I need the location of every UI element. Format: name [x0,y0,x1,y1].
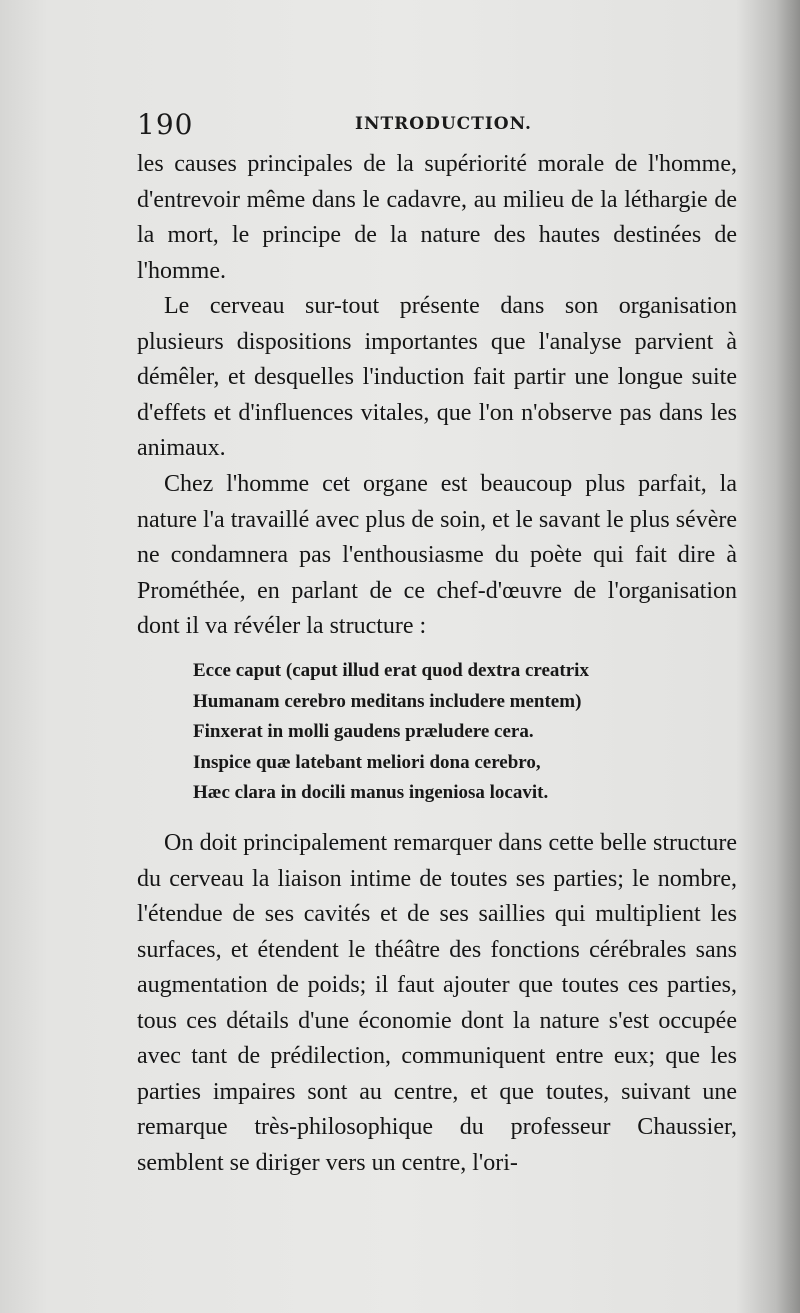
verse-line: Hæc clara in docili manus ingeniosa locavit. [193,782,549,803]
paragraph-3: Chez l'homme cet organe est beaucoup plus parfait, la nature l'a travaillé avec plus de soin, et le savant le plus sévère ne condamnera pas l'enthousiasme du poète qui fait dire à Prométhée, en parlant de ce chef-d'œuvre de l'organisation dont il va révéler la structure : [137,471,737,639]
verse-line: Finxerat in molli gaudens præludere cera. [193,721,534,742]
verse-line: Ecce caput (caput illud erat quod dextra creatrix [193,660,589,681]
latin-verse-quote [193,656,713,809]
paragraph-2: Le cerveau sur-tout présente dans son organisation plusieurs dispositions importantes que l'analyse parvient à démêler, et desquelles l'induction fait partir une longue suite d'effets et d'influences vitales, que l'on n'observe pas dans les animaux. [137,293,737,461]
running-title: INTRODUCTION. [355,114,532,134]
page-number: 190 [137,108,194,141]
verse-line: Inspice quæ latebant meliori dona cerebro, [193,751,541,773]
paragraph-4: On doit principalement remarquer dans cette belle structure du cerveau la liaison intime de toutes ses parties; le nombre, l'étendue de ses cavités et de ses saillies qui multiplient les surfaces, et étendent le théâtre des fonctions cérébrales sans augmentation de poids; il faut ajouter que toutes ces parties, tous ces détails d'une économie dont la nature s'est occupée avec tant de prédilection, communiquent entre eux; que les parties impaires sont au centre, et que toutes, suivant une remarque très-philosophique du professeur Chaussier, semblent se diriger vers un centre, l'ori- [137,830,737,1176]
verse-line: Humanam cerebro meditans includere mentem) [193,690,582,712]
paragraph-1: les causes principales de la supériorité morale de l'homme, d'entrevoir même dans le cadavre, au milieu de la léthargie de la mort, le principe de la nature des hautes destinées de l'homme. [137,151,737,284]
page-header [137,108,737,144]
